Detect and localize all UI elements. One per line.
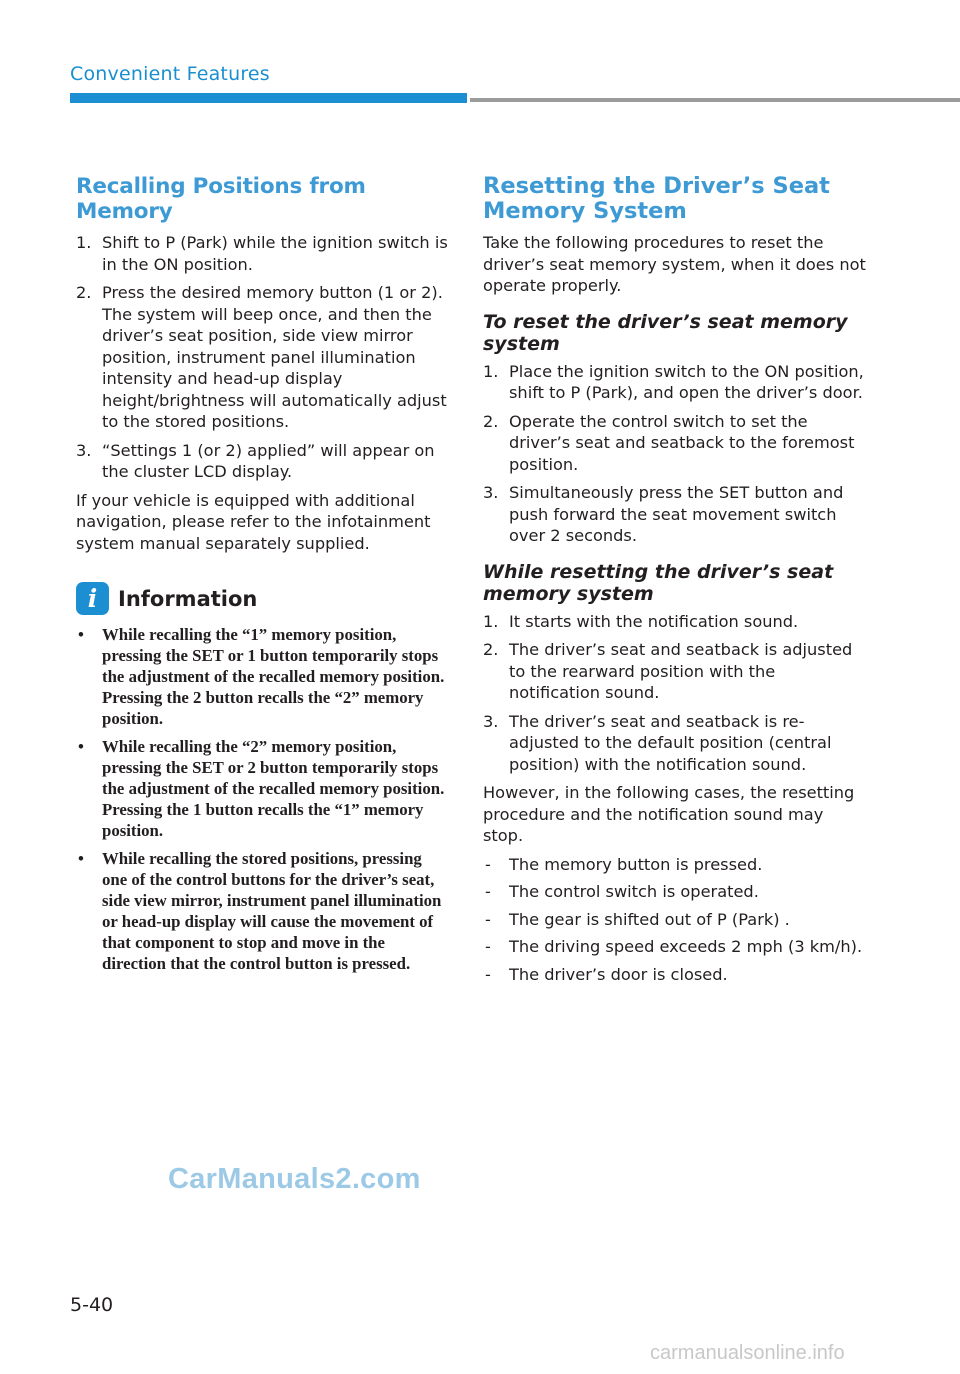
bullet-icon: • [78,625,84,644]
stop-case-text: The gear is shifted out of P (Park) . [509,909,790,929]
stop-case-text: The driving speed exceeds 2 mph (3 km/h). [509,937,863,956]
step-number: 2. [483,640,499,659]
step-text: The driver’s seat and seatback is re-adjusted to the default position (central position) with the notification sound. [509,711,832,774]
dash-icon: - [485,854,491,874]
resetting-intro: Take the following procedures to reset the driver’s seat memory system, when it does not operate properly. [483,233,866,295]
while-step [483,611,867,633]
information-text: While recalling the stored positions, pressing one of the control buttons for the driver’s seat, side view mirror, instrument panel illumination or head-up display will cause the movement of that component to stop and move in the direction that the control button is pressed. [102,849,442,973]
step-text: Place the ignition switch to the ON position, shift to P (Park), and open the driver’s door. [509,361,864,402]
information-item [76,848,448,974]
navigation-note: If your vehicle is equipped with additional navigation, please refer to the infotainment system manual separately supplied. [76,490,431,553]
step-number: 2. [76,283,92,302]
bullet-icon: • [78,737,84,756]
recalling-steps [76,232,448,483]
information-title: Information [118,586,258,611]
dash-icon: - [485,937,491,956]
step-number: 1. [483,611,499,631]
step-text: Shift to P (Park) while the ignition switch is in the ON position. [102,233,448,274]
step-number: 3. [76,440,92,460]
recalling-heading: Recalling Positions from Memory [76,174,366,224]
resetting-heading: Resetting the Driver’s Seat Memory System [483,173,830,224]
stop-case-text: The driver’s door is closed. [509,964,728,984]
information-header [76,582,448,615]
page-number: 5-40 [70,1294,114,1316]
info-icon: i [76,582,109,615]
left-column [76,174,448,981]
stop-case [483,964,867,986]
watermark-logo: CarManuals2.com [168,1163,421,1195]
section-header-title: Convenient Features [70,63,270,85]
stop-case [483,854,867,876]
header-rule-gray [470,98,960,102]
step-number: 1. [76,233,92,252]
reset-step [483,361,867,404]
stop-case [483,936,867,958]
recalling-step [76,440,448,483]
however-note: However, in the following cases, the resetting procedure and the notification sound may stop. [483,783,855,845]
stop-case [483,909,867,931]
step-text: Operate the control switch to set the driver’s seat and seatback to the foremost position. [509,411,855,474]
information-item [76,624,448,729]
step-number: 2. [483,411,499,431]
while-resetting-steps [483,611,867,776]
information-item [76,736,448,841]
step-number: 3. [483,483,499,502]
step-text: Press the desired memory button (1 or 2). The system will beep once, and then the driver’s seat position, side view mirror position, instrument panel illumination intensity and head-up display height/brightness will automatically adjust to the stored positions. [102,283,447,431]
footer-watermark-url: carmanualsonline.info [650,1342,845,1364]
information-text: While recalling the “2” memory position, pressing the SET or 2 button temporarily stops the adjustment of the recalled memory position. Pressing the 1 button recalls the “1” memory position. [102,737,445,840]
reset-subheading: To reset the driver’s seat memory system [483,310,848,355]
reset-steps [483,361,867,547]
dash-icon: - [485,964,491,984]
right-column [483,174,867,991]
step-text: Simultaneously press the SET button and push forward the seat movement switch over 2 seconds. [509,483,844,545]
step-number: 3. [483,711,499,731]
while-resetting-subheading: While resetting the driver’s seat memory system [483,560,834,605]
stop-case-text: The control switch is operated. [509,882,759,901]
while-step [483,639,867,704]
dash-icon: - [485,882,491,901]
information-list [76,624,448,974]
step-number: 1. [483,361,499,381]
step-text: “Settings 1 (or 2) applied” will appear on the cluster LCD display. [102,440,435,481]
header-rule-accent [70,93,467,103]
dash-icon: - [485,909,491,929]
recalling-step [76,232,448,275]
bullet-icon: • [78,849,84,868]
stop-case-text: The memory button is pressed. [509,854,763,874]
stop-case [483,881,867,903]
step-text: It starts with the notification sound. [509,611,799,631]
information-text: While recalling the “1” memory position, pressing the SET or 1 button temporarily stops the adjustment of the recalled memory position. Pressing the 2 button recalls the “2” memory position. [102,625,445,728]
stop-cases-list [483,854,867,986]
recalling-step [76,282,448,433]
while-step [483,711,867,776]
reset-step [483,411,867,476]
reset-step [483,482,867,547]
step-text: The driver’s seat and seatback is adjusted to the rearward position with the notification sound. [509,640,853,702]
